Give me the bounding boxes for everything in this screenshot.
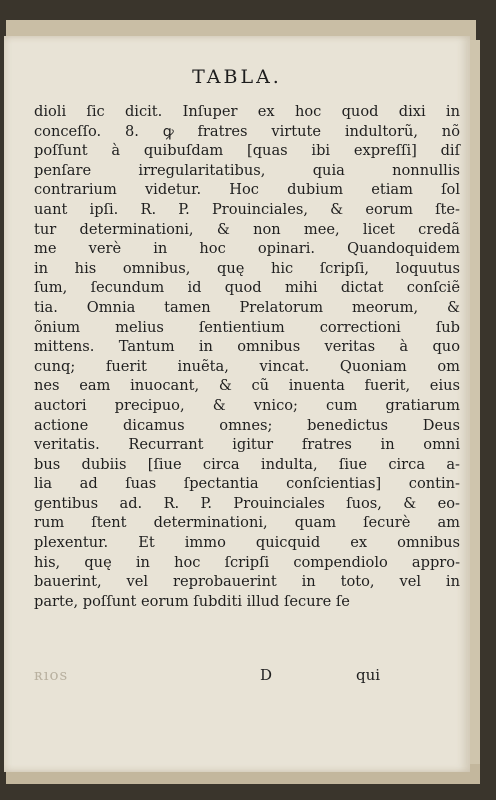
page-footer <box>34 666 454 688</box>
text-line: gentibus ad. R. P. Prouinciales ſuos, & eo- <box>34 494 460 512</box>
text-line: actione dicamus omnes; benedictus Deus <box>34 416 460 434</box>
text-line: poſſunt à quibuſdam [quas ibi expreſſi] diſ <box>34 142 460 160</box>
text-line: me verè in hoc opinari. Quandoquidem <box>34 240 460 258</box>
faded-mark: ʀıos <box>34 666 69 684</box>
text-line: dioli ſic dicit. Inſuper ex hoc quod dixi in <box>34 103 460 120</box>
text-line: veritatis. Recurrant igitur fratres in omni <box>34 436 460 454</box>
text-line: parte, poſſunt eorum ſubditi illud ſecure ſe <box>34 592 350 610</box>
text-line: conceſſo. 8. ꝙ fratres virtute indultorũ, nõ <box>34 122 460 140</box>
text-line: auctori precipuo, & vnico; cum gratiarum <box>34 396 460 414</box>
text-line: lia ad ſuas ſpectantia conſcientias] contin- <box>34 475 460 493</box>
text-line: mittens. Tantum in omnibus veritas à quo <box>34 338 460 356</box>
text-line: plexentur. Et immo quicquid ex omnibus <box>34 534 460 552</box>
text-line: rum ſtent determinationi, quam ſecurè am <box>34 514 460 532</box>
text-line: contrarium videtur. Hoc dubium etiam ſol <box>34 181 460 199</box>
body-text <box>34 102 460 611</box>
text-line: bauerint, vel reprobauerint in toto, vel in <box>34 573 460 591</box>
text-line: his, quę in hoc ſcripſi compendiolo appro- <box>34 553 460 571</box>
text-line: cunq; fuerit inuẽta, vincat. Quoniam om <box>34 357 460 375</box>
catchword: qui <box>356 666 381 684</box>
text-line: ſum, ſecundum id quod mihi dictat conſciẽ <box>34 279 460 297</box>
signature-mark: D <box>260 666 273 684</box>
text-line: tia. Omnia tamen Prelatorum meorum, & <box>34 298 460 316</box>
running-header: TABLA. <box>192 66 282 88</box>
text-line: in his omnibus, quę hic ſcripſi, loquutus <box>34 259 460 277</box>
text-line: nes eam inuocant, & cũ inuenta fuerit, eius <box>34 377 460 395</box>
text-line: uant ipſi. R. P. Prouinciales, & eorum ſte- <box>34 200 460 218</box>
book-page <box>4 36 470 772</box>
text-line: õnium melius ſentientium correctioni ſub <box>34 318 460 336</box>
text-line: tur determinationi, & non mee, licet credã <box>34 220 460 238</box>
text-line: bus dubiis [ſiue circa indulta, ſiue circa a- <box>34 455 460 473</box>
text-line: penſare irregularitatibus, quia nonnullis <box>34 161 460 179</box>
page-right-edge <box>470 40 480 770</box>
